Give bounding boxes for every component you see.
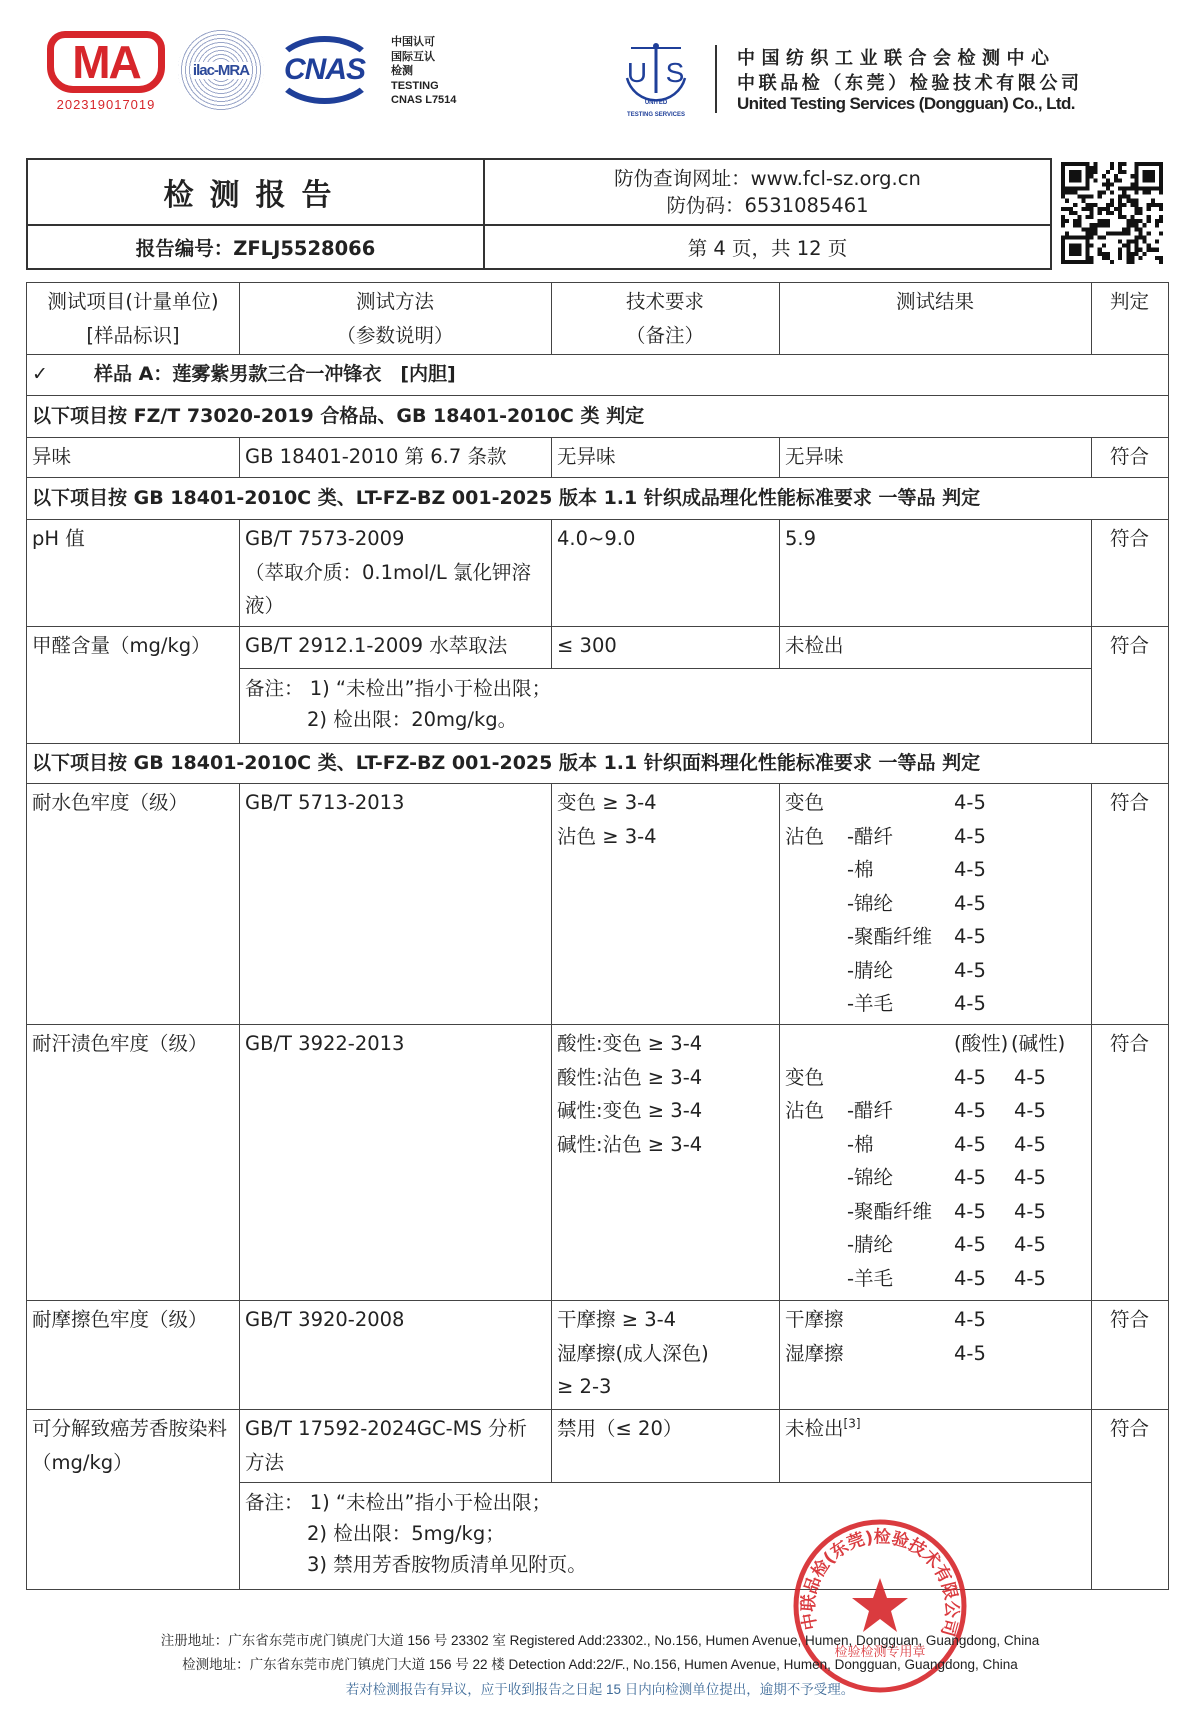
cnas-line: TESTING xyxy=(391,79,439,92)
result-line: 变色 4-5 4-5 xyxy=(785,1065,1046,1089)
anti-fake-info xyxy=(485,160,1050,224)
svg-text:中联品检(东莞)检验技术有限公司: 中联品检(东莞)检验技术有限公司 xyxy=(798,1527,962,1639)
section-row: 以下项目按 GB 18401-2010C 类、LT-FZ-BZ 001-2025 版本 1.1 针织面料理化性能标准要求 一等品 判定 xyxy=(27,744,1169,784)
header-result: 测试结果 xyxy=(780,283,1092,355)
result-line: -棉 4-5 xyxy=(847,858,986,881)
header-divider xyxy=(715,45,717,113)
qr-code xyxy=(1061,162,1163,264)
result-column-headers: (酸性) (碱性) xyxy=(954,1032,1066,1055)
section-row: 以下项目按 GB 18401-2010C 类、LT-FZ-BZ 001-2025 版本 1.1 针织成品理化性能标准要求 一等品 判定 xyxy=(27,478,1169,520)
result-line: -锦纶 4-5 4-5 xyxy=(847,1166,1046,1189)
svg-text:TESTING SERVICES: TESTING SERVICES xyxy=(627,112,685,118)
result-line: 湿摩擦 4-5 xyxy=(785,1341,986,1365)
result-line: -羊毛 4-5 xyxy=(847,992,986,1015)
cnas-logo: CNAS xyxy=(273,36,376,104)
result-line: 干摩擦 4-5 xyxy=(785,1308,986,1331)
header-method: 测试方法 （参数说明） xyxy=(240,283,552,355)
verify-code: 防伪码：6531085461 xyxy=(666,194,869,217)
objection-notice: 若对检测报告有异议，应于收到报告之日起 15 日内向检测单位提出，逾期不予受理。 xyxy=(345,1682,855,1697)
svg-text:S: S xyxy=(665,57,685,88)
cma-logo: MA xyxy=(47,31,165,93)
report-number: 报告编号：ZFLJ5528066 xyxy=(135,237,376,260)
table-row-formaldehyde: 甲醛含量（mg/kg） GB/T 2912.1-2009 水萃取法 ≤ 300 未检出 符合 xyxy=(27,627,1169,669)
result-line: -棉 4-5 4-5 xyxy=(847,1132,1046,1156)
check-icon: ✓ xyxy=(32,363,48,386)
test-results-table xyxy=(26,282,1169,1590)
verify-url: 防伪查询网址：www.fcl-sz.org.cn xyxy=(614,167,921,190)
cma-number: 202319017019 xyxy=(56,97,156,112)
table-row-azo-dyes: 可分解致癌芳香胺染料（mg/kg） GB/T 17592-2024GC-MS 分析方法 禁用（≤ 20） 未检出[3] 符合 xyxy=(27,1410,1169,1483)
svg-text:UNITED: UNITED xyxy=(644,100,668,106)
result-line: -腈纶 4-5 xyxy=(847,958,986,982)
company-name-cn-2: 中联品检（东莞）检验技术有限公司 xyxy=(737,73,1083,93)
page-info: 第 4 页，共 12 页 xyxy=(687,237,848,260)
header-requirement: 技术要求 （备注） xyxy=(552,283,780,355)
section-row: 以下项目按 FZ/T 73020-2019 合格品、GB 18401-2010C 类 判定 xyxy=(27,396,1169,438)
cnas-line: 检测 xyxy=(391,65,413,77)
uts-logo xyxy=(617,38,695,120)
result-line: 变色 4-5 xyxy=(785,791,986,814)
company-name-cn-1: 中国纺织工业联合会检测中心 xyxy=(737,48,1056,68)
svg-text:U: U xyxy=(626,57,648,88)
table-row-sweat-fastness: 耐汗渍色牢度（级） GB/T 3922-2013 酸性:变色 ≥ 3-4 酸性:沾色 ≥ 3-4 碱性:变色 ≥ 3-4 碱性:沾色 ≥ 3-4 (酸性) (碱性) 变色 4-5 4-5 沾色 -醋纤 4-5 4-5 -棉 4-5 4-5 -锦纶 4-5 4-5 -聚酯纤维 4-5 4-5 -腈纶 4-5 4-5 -羊毛 4-5 4-5 符合 xyxy=(27,1025,1169,1301)
table-row-ph: pH 值 GB/T 7573-2009 （萃取介质：0.1mol/L 氯化钾溶液） 4.0~9.0 5.9 符合 xyxy=(27,520,1169,627)
cnas-line: 中国认可 xyxy=(391,36,435,48)
result-line: -腈纶 4-5 4-5 xyxy=(847,1233,1046,1256)
note-row: 备注： 1) “未检出”指小于检出限； 2) 检出限：5mg/kg； 3) 禁用芳香胺物质清单见附页。 xyxy=(27,1483,1169,1590)
note-row: 备注： 1) “未检出”指小于检出限； 2) 检出限：20mg/kg。 xyxy=(27,669,1169,744)
result-line: 沾色 -醋纤 4-5 4-5 xyxy=(785,1099,1046,1122)
testing-address: 检测地址：广东省东莞市虎门镇虎门大道 156 号 22 楼 Detection Add:22/F., No.156, Humen Avenue, Humen, Dongguan, Guangdong, China xyxy=(182,1657,1018,1672)
cnas-line: CNAS L7514 xyxy=(391,94,457,106)
table-row-odor: 异味 GB 18401-2010 第 6.7 条款 无异味 无异味 符合 xyxy=(27,438,1169,478)
svg-text:检验检测专用章: 检验检测专用章 xyxy=(834,1645,926,1660)
result-line: -聚酯纤维 4-5 4-5 xyxy=(847,1199,1046,1223)
report-header-box xyxy=(26,158,1052,270)
result-line: -羊毛 4-5 4-5 xyxy=(847,1266,1046,1290)
header-item: 测试项目(计量单位) [样品标识] xyxy=(27,283,240,355)
cnas-accreditation-text xyxy=(391,35,456,108)
table-row-water-fastness: 耐水色牢度（级） GB/T 5713-2013 变色 ≥ 3-4 沾色 ≥ 3-4 变色 4-5 沾色 -醋纤 4-5 -棉 4-5 -锦纶 4-5 -聚酯纤维 4-5 -腈纶 4-5 -羊毛 4-5 符合 xyxy=(27,784,1169,1025)
ilac-mra-logo: ilac-MRA xyxy=(178,28,264,112)
result-line: -锦纶 4-5 xyxy=(847,891,986,915)
header-verdict: 判定 xyxy=(1092,283,1169,355)
report-title: 检测报告 xyxy=(163,178,348,213)
sample-row xyxy=(27,355,1169,396)
company-name-en: United Testing Services (Dongguan) Co., Ltd. xyxy=(737,94,1075,113)
result-line: -聚酯纤维 4-5 xyxy=(847,925,986,948)
registered-address: 注册地址：广东省东莞市虎门镇虎门大道 156 号 23302 室 Registered Add:23302., No.156, Humen Avenue, Humen, Dongguan, Guangdong, China xyxy=(160,1633,1040,1648)
table-row-rub-fastness: 耐摩擦色牢度（级） GB/T 3920-2008 干摩擦 ≥ 3-4 湿摩擦(成人深色) ≥ 2-3 干摩擦 4-5 湿摩擦 4-5 符合 xyxy=(27,1301,1169,1410)
sample-label: 样品 A：莲雾紫男款三合一冲锋衣 [内胆] xyxy=(94,363,456,386)
table-header-row xyxy=(27,283,1169,355)
result-line: 沾色 -醋纤 4-5 xyxy=(785,824,986,848)
cnas-line: 国际互认 xyxy=(391,50,435,63)
